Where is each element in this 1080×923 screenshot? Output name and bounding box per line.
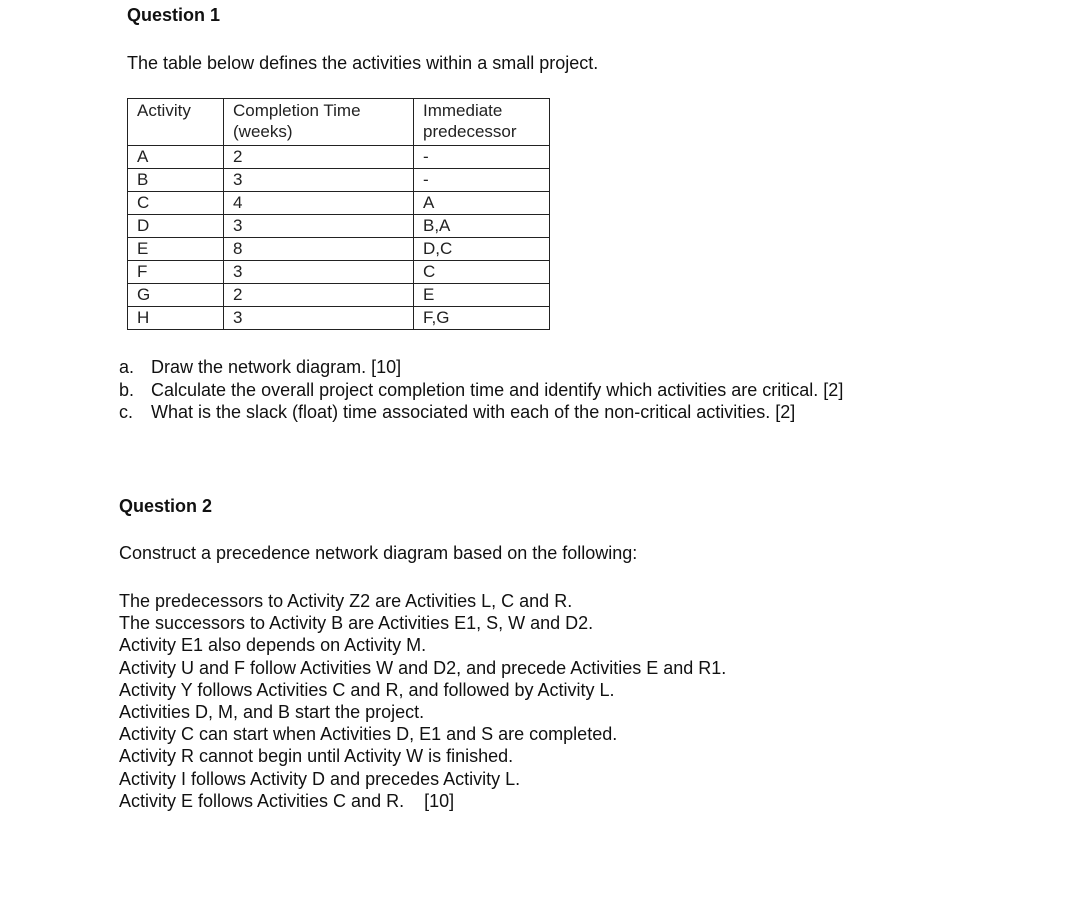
cell-predecessor: D,C (414, 238, 550, 261)
cell-activity: F (128, 261, 224, 284)
cell-time: 3 (224, 261, 414, 284)
list-marker: b. (119, 380, 135, 400)
cell-activity: A (128, 146, 224, 169)
cell-time: 4 (224, 192, 414, 215)
condition-line: Activity R cannot begin until Activity W is finished. (119, 746, 514, 767)
condition-line: Activities D, M, and B start the project. (119, 702, 425, 723)
table-row (128, 169, 550, 192)
question-1-intro: The table below defines the activities within a small project. (127, 53, 599, 73)
condition-line: The predecessors to Activity Z2 are Activities L, C and R. (119, 591, 573, 611)
cell-predecessor: - (414, 169, 550, 192)
question-2-intro: Construct a precedence network diagram based on the following: (119, 543, 638, 563)
condition-line: Activity E follows Activities C and R. [10] (119, 790, 455, 811)
header-completion-time: Completion Time (weeks) (224, 99, 414, 146)
table-row (128, 192, 550, 215)
condition-line: Activity C can start when Activities D, E1 and S are completed. (119, 724, 618, 745)
cell-activity: H (128, 307, 224, 330)
list-marker: c. (119, 402, 134, 422)
cell-time: 3 (224, 307, 414, 330)
table-row (128, 261, 550, 284)
question-2-conditions (119, 590, 726, 812)
table-row (128, 307, 550, 330)
cell-predecessor: A (414, 192, 550, 215)
list-marker: a. (119, 357, 135, 377)
table-row (128, 238, 550, 261)
cell-activity: B (128, 169, 224, 192)
table-row (128, 284, 550, 307)
list-item-text: What is the slack (float) time associated with each of the non-critical activities. [2] (151, 402, 796, 422)
table-row (128, 146, 550, 169)
cell-activity: D (128, 215, 224, 238)
condition-line: Activity E1 also depends on Activity M. (119, 635, 427, 656)
cell-time: 8 (224, 238, 414, 261)
cell-activity: E (128, 238, 224, 261)
list-item-text: Draw the network diagram. [10] (151, 357, 402, 377)
header-activity: Activity (128, 99, 224, 146)
cell-predecessor: E (414, 284, 550, 307)
cell-activity: G (128, 284, 224, 307)
question-1-heading: Question 1 (127, 5, 221, 25)
cell-predecessor: - (414, 146, 550, 169)
condition-line: Activity I follows Activity D and precedes Activity L. (119, 768, 521, 789)
cell-time: 2 (224, 284, 414, 307)
condition-line: Activity U and F follow Activities W and D2, and precede Activities E and R1. (119, 657, 727, 678)
condition-line: Activity Y follows Activities C and R, and followed by Activity L. (119, 679, 615, 700)
table-row (128, 215, 550, 238)
cell-time: 3 (224, 215, 414, 238)
cell-time: 2 (224, 146, 414, 169)
table-header-row (128, 99, 550, 146)
question-2-heading: Question 2 (119, 496, 213, 516)
list-item-text: Calculate the overall project completion time and identify which activities are critical. [2] (151, 380, 844, 400)
activity-table (127, 98, 550, 330)
condition-line: The successors to Activity B are Activities E1, S, W and D2. (119, 613, 594, 634)
cell-predecessor: F,G (414, 307, 550, 330)
cell-predecessor: B,A (414, 215, 550, 238)
cell-predecessor: C (414, 261, 550, 284)
header-predecessor: Immediate predecessor (414, 99, 550, 146)
cell-activity: C (128, 192, 224, 215)
cell-time: 3 (224, 169, 414, 192)
